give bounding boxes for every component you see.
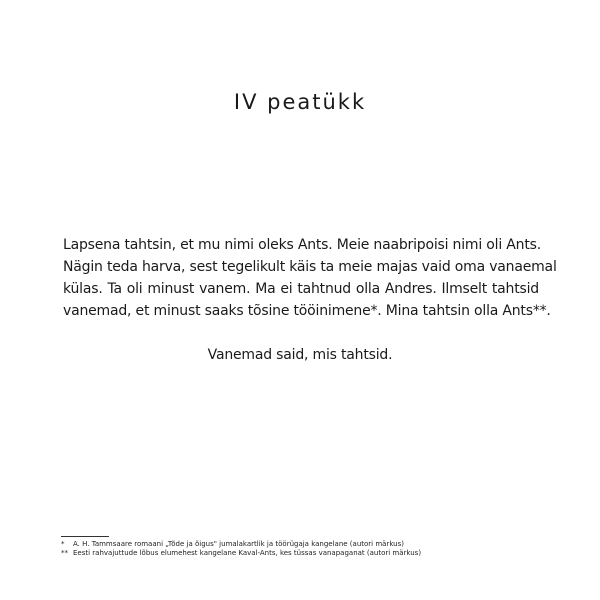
footnote-item [61, 549, 541, 558]
footnote-item [61, 540, 541, 549]
closing-sentence: Vanemad said, mis tahtsid. [207, 347, 393, 363]
chapter-title: IV peatükk [233, 90, 367, 115]
footnote-marker: * [61, 540, 65, 548]
body-paragraph [63, 234, 557, 322]
paragraph-line: külas. Ta oli minust vanem. Ma ei tahtnud olla Andres. Ilmselt tahtsid [63, 281, 539, 297]
footnote-text: Eesti rahvajuttude lõbus elumehest kangelane Kaval-Ants, kes tüssas vanapaganat (autori märkus) [73, 549, 422, 557]
paragraph-line: Nägin teda harva, sest tegelikult käis ta meie majas vaid oma vanaemal [63, 259, 557, 275]
footnote-text: A. H. Tammsaare romaani „Tõde ja õigus" jumalakartlik ja töörügaja kangelane (autori märkus) [73, 540, 404, 548]
footnotes [61, 540, 541, 558]
footnote-divider [61, 536, 109, 537]
paragraph-line: Lapsena tahtsin, et mu nimi oleks Ants. Meie naabripoisi nimi oli Ants. [63, 237, 541, 253]
paragraph-line: vanemad, et minust saaks tõsine tööinimene*. Mina tahtsin olla Ants**. [63, 303, 551, 319]
footnote-marker: ** [61, 549, 68, 557]
